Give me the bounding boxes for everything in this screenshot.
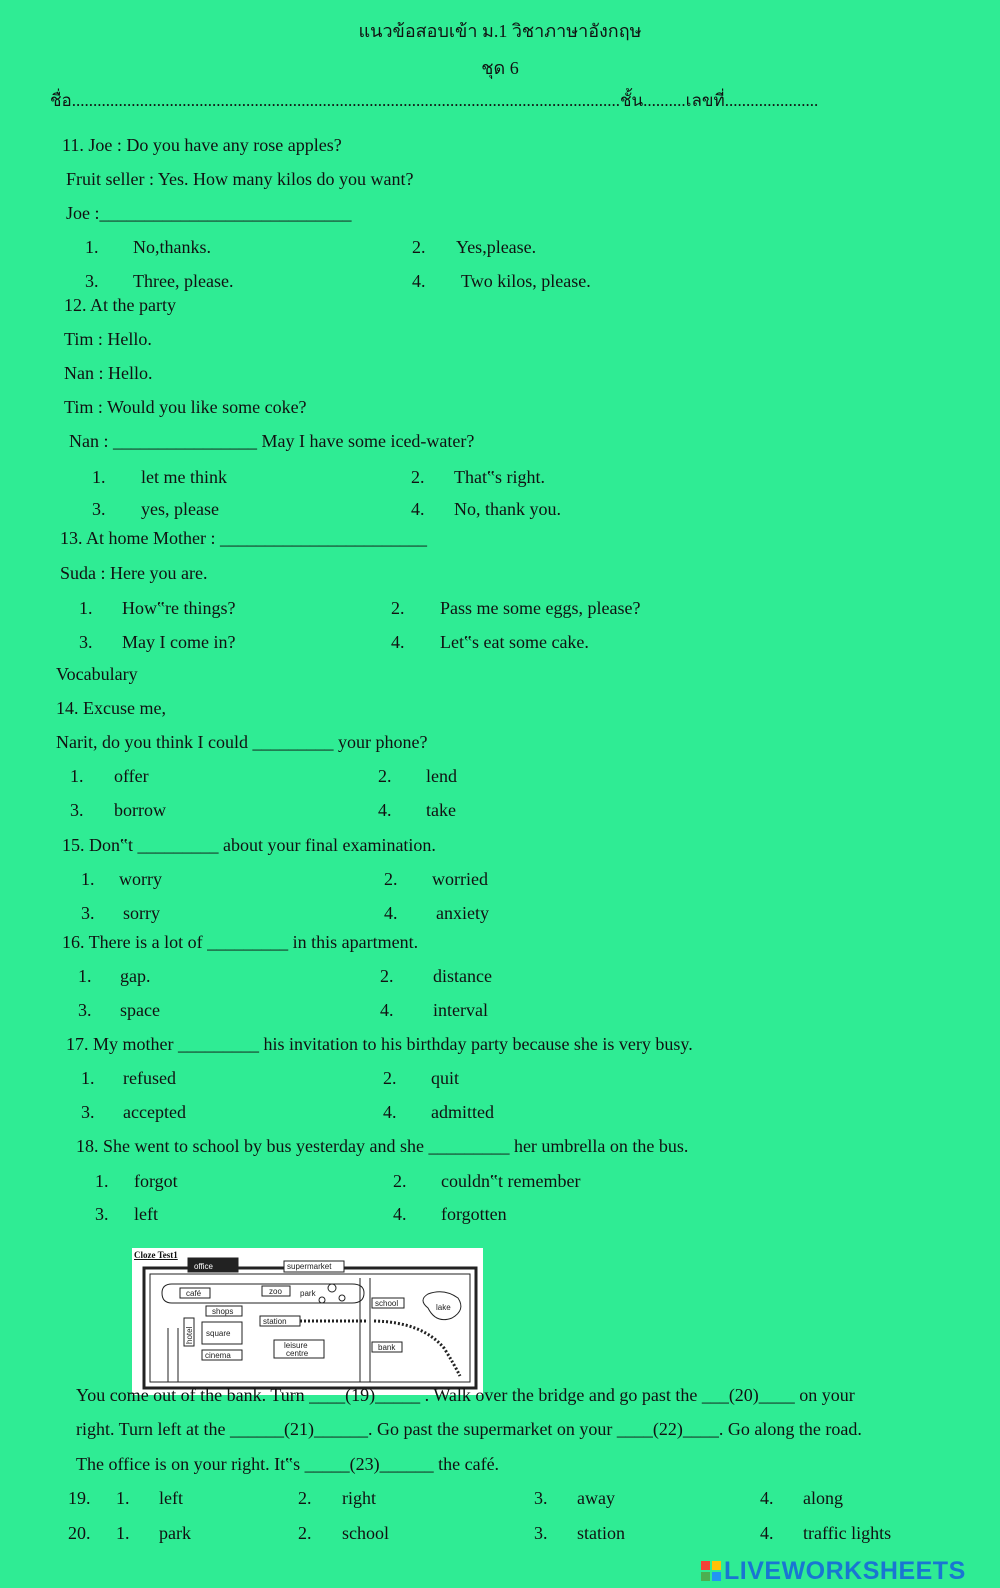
q16-option1[interactable]: gap. [120, 966, 151, 986]
q12-option1[interactable]: let me think [141, 467, 227, 487]
q14-option3-number: 3. [70, 800, 84, 820]
q13-option2-number: 2. [391, 598, 405, 618]
q16-option2[interactable]: distance [433, 966, 492, 986]
q19-option1-number: 1. [116, 1488, 130, 1508]
q17-line1: 17. My mother _________ his invitation to his birthday party because she is very busy. [66, 1034, 693, 1054]
q15-option4-number: 4. [384, 903, 398, 923]
q16-option3[interactable]: space [120, 1000, 160, 1020]
q14-option2[interactable]: lend [426, 766, 457, 786]
q15-line1: 15. Don‟t _________ about your final examination. [62, 835, 436, 855]
q12-line4: Tim : Would you like some coke? [64, 397, 307, 417]
q11-option4[interactable]: Two kilos, please. [461, 271, 591, 291]
q17-option4[interactable]: admitted [431, 1102, 494, 1122]
q18-option4-number: 4. [393, 1204, 407, 1224]
q11-option1[interactable]: No,thanks. [133, 237, 211, 257]
q11-option3[interactable]: Three, please. [133, 271, 234, 291]
q14-line1: 14. Excuse me, [56, 698, 166, 718]
q16-option3-number: 3. [78, 1000, 92, 1020]
q14-option1[interactable]: offer [114, 766, 149, 786]
map-park-label: park [300, 1289, 316, 1298]
map-tree [319, 1297, 325, 1303]
q18-option3[interactable]: left [134, 1204, 158, 1224]
q11-line1: 11. Joe : Do you have any rose apples? [62, 135, 342, 155]
map-leisure-centre-label-1: leisure [284, 1341, 308, 1350]
q13-option4[interactable]: Let‟s eat some cake. [440, 632, 589, 652]
q12-line5: Nan : ________________ May I have some iced-water? [69, 431, 475, 451]
q13-option1-number: 1. [79, 598, 93, 618]
cloze-line2: right. Turn left at the ______(21)______. Go past the supermarket on your ____(22)____. Go along the road. [76, 1419, 862, 1439]
q13-option3-number: 3. [79, 632, 93, 652]
q13-option3[interactable]: May I come in? [122, 632, 236, 652]
q13-option1[interactable]: How‟re things? [122, 598, 236, 618]
q15-option3-number: 3. [81, 903, 95, 923]
liveworksheets-logo [700, 1556, 1000, 1586]
map-caption: Cloze Test1 [134, 1250, 178, 1260]
q17-option3[interactable]: accepted [123, 1102, 186, 1122]
map-school-label: school [375, 1299, 399, 1308]
q12-option4[interactable]: No, thank you. [454, 499, 561, 519]
liveworksheets-logo-text: LIVEWORKSHEETS [724, 1557, 966, 1585]
q19-option3-number: 3. [534, 1488, 548, 1508]
q11-option2[interactable]: Yes,please. [456, 237, 537, 257]
map-shops-label: shops [212, 1307, 234, 1316]
q16-option4[interactable]: interval [433, 1000, 488, 1020]
cloze-line3: The office is on your right. It‟s _____(23)______ the café. [76, 1454, 500, 1474]
q18-option1[interactable]: forgot [134, 1171, 178, 1191]
map-station-label: station [263, 1317, 287, 1326]
map-cafe-label: café [186, 1289, 202, 1298]
q17-option1-number: 1. [81, 1068, 95, 1088]
q11-option4-number: 4. [412, 271, 426, 291]
q20-option1-number: 1. [116, 1523, 130, 1543]
q20-option3-number: 3. [534, 1523, 548, 1543]
q12-option1-number: 1. [92, 467, 106, 487]
map-cinema-label: cinema [205, 1351, 231, 1360]
liveworksheets-logo-icon [700, 1560, 722, 1582]
q20-number: 20. [68, 1523, 91, 1543]
map-lake-label: lake [436, 1303, 451, 1312]
worksheet-title: แนวข้อสอบเข้า ม.1 วิชาภาษาอังกฤษ [358, 21, 642, 41]
q14-option4[interactable]: take [426, 800, 456, 820]
q15-option2-number: 2. [384, 869, 398, 889]
worksheet-set: ชุด 6 [481, 58, 519, 78]
q18-option2-number: 2. [393, 1171, 407, 1191]
q12-option2-number: 2. [411, 467, 425, 487]
q12-option3-number: 3. [92, 499, 106, 519]
q18-option4[interactable]: forgotten [441, 1204, 507, 1224]
q16-option1-number: 1. [78, 966, 92, 986]
q15-option1-number: 1. [81, 869, 95, 889]
q17-option2[interactable]: quit [431, 1068, 460, 1088]
q13-option4-number: 4. [391, 632, 405, 652]
cloze-line1: You come out of the bank. Turn ____(19)_____ . Walk over the bridge and go past the ___(20)____ on your [76, 1385, 855, 1405]
q14-option2-number: 2. [378, 766, 392, 786]
q11-option2-number: 2. [412, 237, 426, 257]
town-map-figure [132, 1248, 483, 1395]
q15-option1[interactable]: worry [119, 869, 162, 889]
q19-option2-number: 2. [298, 1488, 312, 1508]
q15-option2[interactable]: worried [432, 869, 488, 889]
q19-number: 19. [68, 1488, 91, 1508]
q11-line2: Fruit seller : Yes. How many kilos do you want? [66, 169, 414, 189]
map-road-side [168, 1328, 178, 1382]
map-leisure-centre-label-2: centre [286, 1349, 309, 1358]
map-bank-label: bank [378, 1343, 396, 1352]
map-hotel-label: hotel [185, 1326, 194, 1344]
q17-option1[interactable]: refused [123, 1068, 176, 1088]
map-tree [339, 1295, 345, 1301]
q20-option3[interactable]: station [577, 1523, 625, 1543]
q18-option1-number: 1. [95, 1171, 109, 1191]
q12-line1: 12. At the party [64, 295, 176, 315]
q14-option4-number: 4. [378, 800, 392, 820]
q14-line2: Narit, do you think I could _________ your phone? [56, 732, 428, 752]
q20-option4-number: 4. [760, 1523, 774, 1543]
name-line[interactable]: ชื่อ.................................................................................................................................ชั้น..........เลขที่...................... [50, 91, 819, 110]
q16-option2-number: 2. [380, 966, 394, 986]
q12-option4-number: 4. [411, 499, 425, 519]
q11-option3-number: 3. [85, 271, 99, 291]
q20-option1[interactable]: park [159, 1523, 191, 1543]
map-road-main [360, 1278, 370, 1382]
q14-option3[interactable]: borrow [114, 800, 166, 820]
q18-option2[interactable]: couldn‟t remember [441, 1171, 581, 1191]
map-tree [328, 1284, 336, 1292]
q12-line2: Tim : Hello. [64, 329, 152, 349]
q11-line3: Joe :____________________________ [66, 203, 352, 223]
q19-option3[interactable]: away [577, 1488, 615, 1508]
map-square-label: square [206, 1329, 231, 1338]
q12-option2[interactable]: That‟s right. [454, 467, 545, 487]
q14-option1-number: 1. [70, 766, 84, 786]
q17-option2-number: 2. [383, 1068, 397, 1088]
q12-line3: Nan : Hello. [64, 363, 153, 383]
map-supermarket-label: supermarket [287, 1262, 332, 1271]
q16-option4-number: 4. [380, 1000, 394, 1020]
q13-line1: 13. At home Mother : _______________________ [60, 528, 427, 548]
q20-option4[interactable]: traffic lights [803, 1523, 892, 1543]
map-zoo-label: zoo [269, 1287, 282, 1296]
q13-option2[interactable]: Pass me some eggs, please? [440, 598, 641, 618]
q11-option1-number: 1. [85, 237, 99, 257]
q15-option3[interactable]: sorry [123, 903, 160, 923]
q15-option4[interactable]: anxiety [436, 903, 489, 923]
q20-option2[interactable]: school [342, 1523, 389, 1543]
q20-option2-number: 2. [298, 1523, 312, 1543]
q13-line2: Suda : Here you are. [60, 563, 208, 583]
vocabulary-heading: Vocabulary [56, 664, 138, 684]
q19-option2[interactable]: right [342, 1488, 376, 1508]
q17-option4-number: 4. [383, 1102, 397, 1122]
q18-option3-number: 3. [95, 1204, 109, 1224]
q16-line1: 16. There is a lot of _________ in this apartment. [62, 932, 419, 952]
q18-line1: 18. She went to school by bus yesterday and she _________ her umbrella on the bus. [76, 1136, 689, 1156]
town-map-svg [132, 1248, 483, 1395]
q19-option4-number: 4. [760, 1488, 774, 1508]
map-office-label: office [194, 1262, 213, 1271]
q17-option3-number: 3. [81, 1102, 95, 1122]
q12-option3[interactable]: yes, please [141, 499, 219, 519]
q19-option4[interactable]: along [803, 1488, 843, 1508]
q19-option1[interactable]: left [159, 1488, 183, 1508]
